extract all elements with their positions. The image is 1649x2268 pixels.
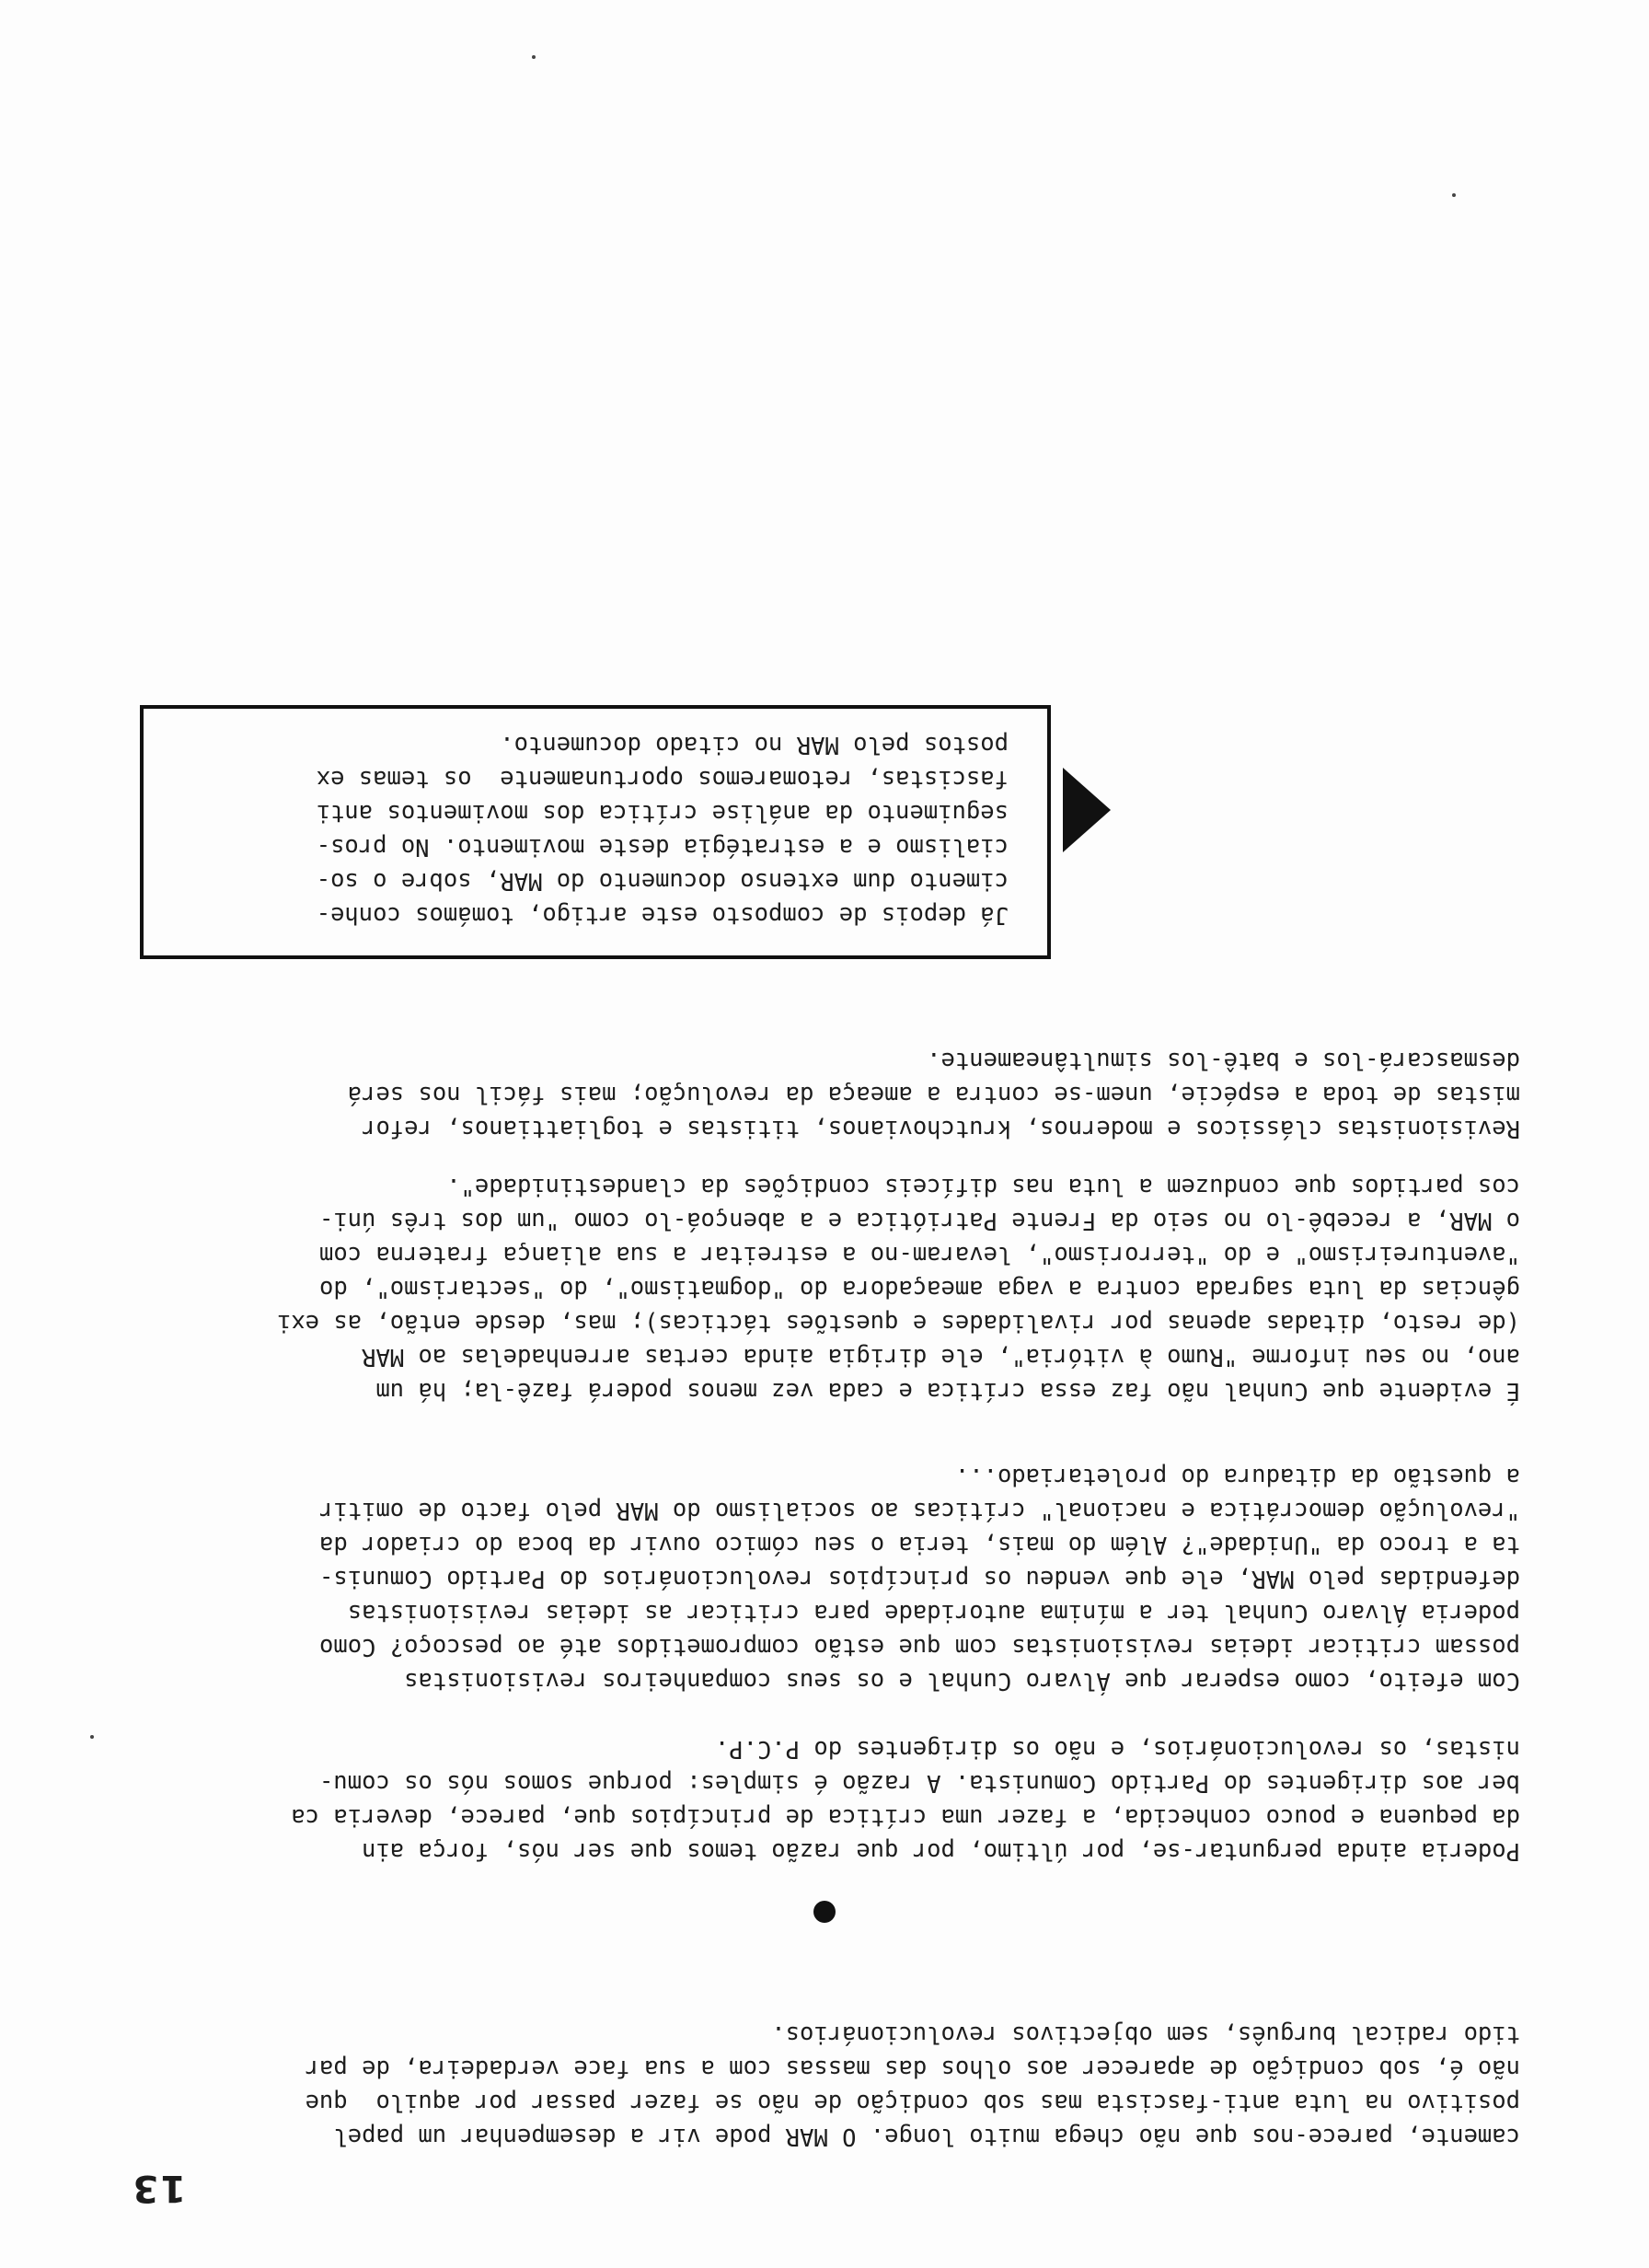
paragraph-5: Revisionistas clássicos e modernos, krutchovianos, titistas e togliattianos, refor mistas de toda a espécie, unem-se contra a ameaça da revolução; mais fácil nos será desmascará-los e batê-los simultâneamente. <box>347 1047 1520 1142</box>
editorial-note-box <box>140 705 1051 959</box>
ink-speck <box>532 55 536 59</box>
paragraph-1: camente, parece-nos que não chega muito longe. O MAR pode vir a desempenhar um papel positivo na luta anti-fascista mas sob condição de não se fazer passar por aquilo que não é, sob condição de aparecer aos olhos das massas com a sua face verdadeira, de par tido radical burguês, sem objectivos revolucionários. <box>305 2020 1520 2150</box>
ink-speck <box>1452 193 1456 197</box>
ink-speck <box>90 1735 94 1739</box>
page-number: 13 <box>131 2167 186 2209</box>
paragraph-4: É evidente que Cunhal não faz essa crítica e cada vez menos poderá fazê-la; há um ano, no seu informe "Rumo à vitória", ele dirigia ainda certas arrenhadelas ao MAR (de resto, ditadas apenas por rivalidades e questões tácticas); mas, desde então, as exi gências da luta sagrada contra a vaga ameaçadora do "dogmatismo", do "sectarismo", do "aventureirismo" e do "terrorismo", levaram-no a estreitar a sua aliança fraterna com o MAR, a recebê-lo no seio da Frente Patriótica e a abençoá-lo como "um dos três úni- cos partidos que conduzem a luta nas difíceis condições da clandestinidade". <box>276 1173 1520 1405</box>
editorial-note-text: Já depois de composto este artigo, tomámos conhe- cimento dum extenso documento do MAR, sobre o so- cialismo e a estratégia deste movimento. No pros- seguimento da análise crítica dos movimentos anti fascistas, retomaremos oportunamente os temas ex postos pelo MAR no citado documento. <box>316 731 1009 929</box>
pointer-arrow-icon <box>1063 768 1111 852</box>
section-bullet-icon <box>813 1901 836 1923</box>
paragraph-3: Com efeito, como esperar que Álvaro Cunhal e os seus companheiros revisionistas possam criticar ideias revisionistas com que estão comprometidos até ao pescoço? Como poderia Álvaro Cunhal ter a mínima autoridade para criticar as ideias revisionistas defendidas pelo MAR, ele que vendeu os princípios revolucionários do Partido Comunis- ta a troco da "Unidade"? Além do mais, teria o seu cómico ouvir da boca do criador da "revolução democrática e nacional" críticas ao socialismo do MAR pelo facto de omitir a questão da ditadura do proletariado... <box>319 1463 1520 1695</box>
paragraph-2: Poderia ainda perguntar-se, por último, por que razão temos que ser nós, força ain da pequena e pouco conhecida, a fazer uma crítica de princípios que, parece, deveria ca ber aos dirigentes do Partido Comunista. A razão é simples: porque somos nós os comu- nistas, os revolucionários, e não os dirigentes do P.C.P. <box>291 1735 1520 1865</box>
